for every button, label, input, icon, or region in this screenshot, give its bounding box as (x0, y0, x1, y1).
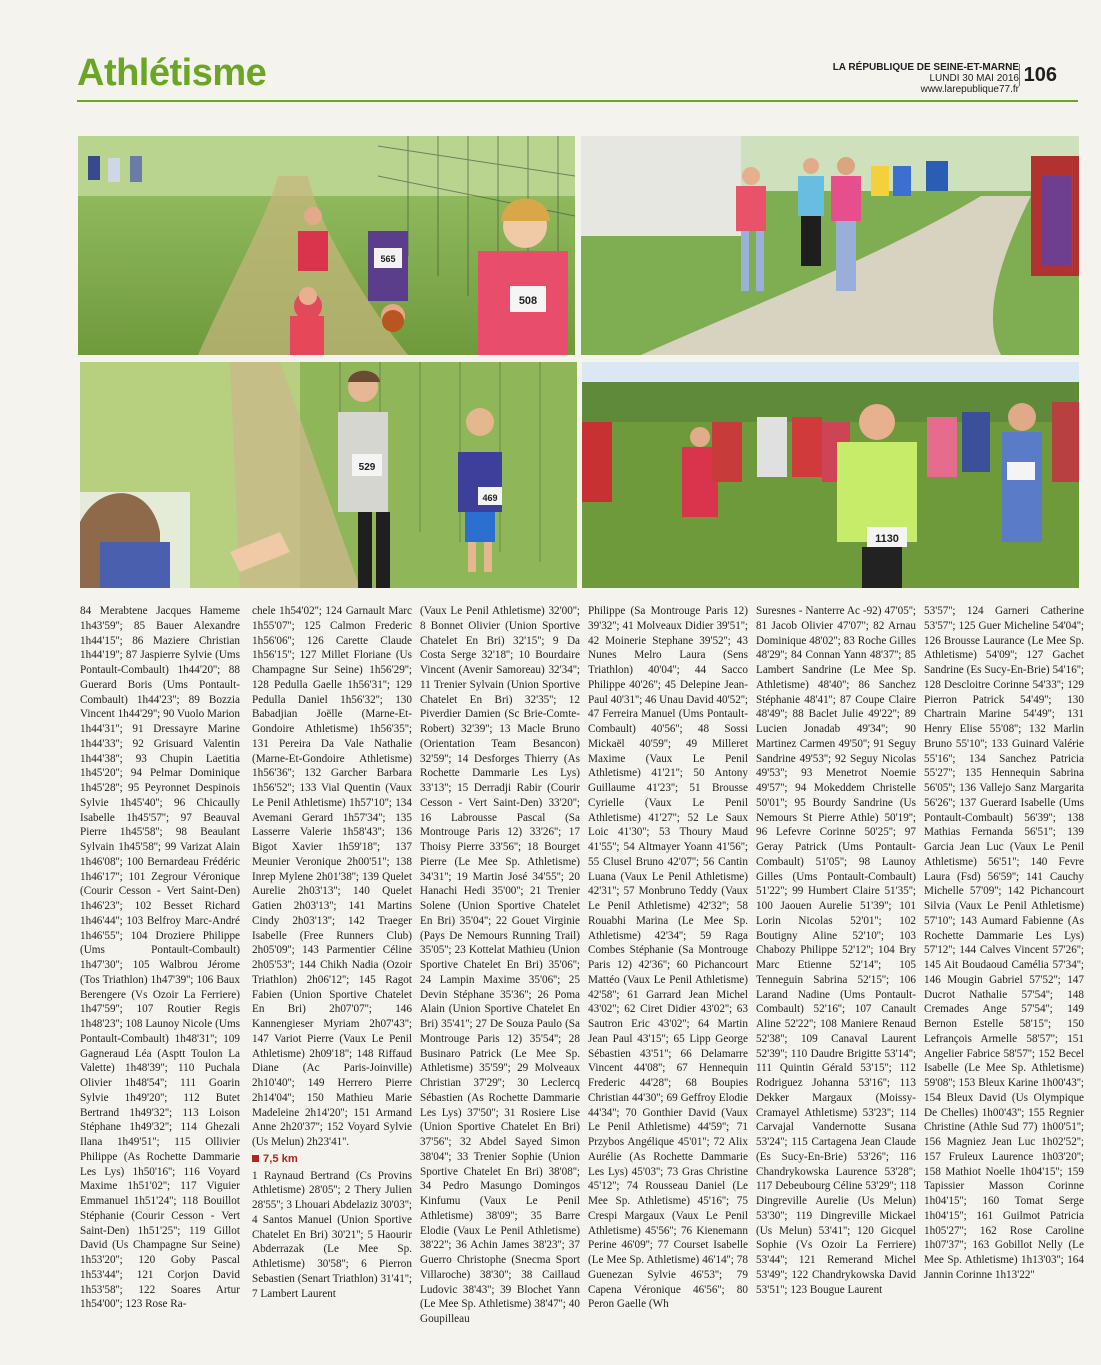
results-text: 1 Raynaud Bertrand (Cs Provins Athletisme) 28'05''; 2 Thery Julien 28'55''; 3 Lhouari Abdelaziz 30'03''; 4 Santos Manuel (Union Sportive Chatelet En Bri) 30'21''; 5 Haourir Abderrazak (Le Mee Sp. Athletisme) 30'58''; 6 Pierron Sebastien (Senart Triathlon) 31'41''; 7 Lambert Laurent (252, 1169, 412, 1300)
section-title: Athlétisme (77, 52, 267, 94)
results-text: chele 1h54'02''; 124 Garnault Marc 1h55'07''; 125 Calmon Frederic 1h56'06''; 126 Carette Claude 1h56'15''; 127 Millet Floriane (Us Champagne Sur Seine) 1h56'29''; 128 Pedulla Gaelle 1h56'31''; 129 Pedulla Daniel 1h56'32''; 130 Babadjian Joëlle (Marne-Et-Gondoire Athletisme) 1h56'35''; 131 Pereira Da Vale Nathalie (Marne-Et-Gondoire Athletisme) 1h56'36''; 132 Garcher Barbara 1h56'52''; 133 Vial Quentin (Vaux Le Penil Athletisme) 1h57'10''; 134 Avemani Gerard 1h57'34''; 135 Lasserre Valerie 1h58'43''; 136 Bigot Xavier 1h59'18''; 137 Meunier Veronique 2h00'51''; 138 Inrep Mylene 2h01'38''; 139 Quelet Aurelie 2h03'13''; 140 Quelet Gatien 2h03'13''; 141 Martins Cindy 2h03'13''; 142 Traeger Isabelle (Free Runners Club) 2h05'09''; 143 Parmentier Céline 2h05'53''; 144 Chikh Nadia (Ozoir Triathlon) 2h06'12''; 145 Ragot Fabien (Union Sportive Chatelet En Bri) 2h07'07''; 146 Kannengieser Myriam 2h07'43''; 147 Variot Pierre (Vaux Le Penil Athletisme) 2h09'18''; 148 Riffaud Diane (Ac Paris-Joinville) 2h10'40''; 149 Herrero Pierre 2h14'04''; 150 Mathieu Marie Madeleine 2h14'20''; 151 Armand Anne 2h20'37''; 152 Voyard Sylvie (Us Melun) 2h23'41''. (252, 605, 412, 1148)
photo-crowd-of-runners (582, 362, 1079, 588)
results-column-2 (252, 604, 412, 1344)
page-header (77, 50, 1057, 100)
photo-woman-and-child-runners (80, 362, 577, 588)
website-link[interactable]: www.larepublique77.fr (920, 84, 1019, 95)
results-column-1: 84 Merabtene Jacques Hameme 1h43'59''; 85 Bauer Alexandre 1h44'15''; 86 Maziere Christian 1h44'19''; 87 Jaspierre Sylvie (Ums Pontault-Combault) 1h44'20''; 88 Guerard Boris (Ums Pontault-Combault) 1h44'23''; 89 Bozzia Vincent 1h44'29''; 90 Vuolo Marion 1h44'31''; 91 Dressayre Marine 1h44'33''; 92 Grisuard Valentin 1h44'38''; 93 Chupin Laetitia 1h45'20''; 94 Pelmar Dominique 1h45'28''; 95 Peyronnet Despinois Sylvie 1h45'40''; 96 Chicaully Isabelle 1h45'57''; 97 Beauval Pierre 1h45'58''; 98 Beaulant Sylvain 1h45'58''; 99 Varizat Alain 1h46'08''; 100 Bernardeau Frédéric 1h46'17''; 101 Zegrour Véronique (Courir Cesson - Vert Saint-Den) 1h46'23''; 102 Besset Richard 1h46'44''; 103 Belfroy Marc-André 1h46'55''; 104 Droziere Philippe (Ums Pontault-Combault) 1h47'30''; 105 Walbrou Jérome (Tos Triathlon) 1h47'39''; 106 Baux Berengere (Vs Ozoir La Ferriere) 1h47'59''; 107 Routier Regis 1h48'23''; 108 Launoy Nicole (Ums Pontault-Combault) 1h48'31''; 109 Gagneraud Léa (Asptt Toulon La Valette) 1h48'39''; 110 Puchala Olivier 1h48'54''; 111 Goarin Sylvie 1h49'20''; 112 Butet Bertrand 1h49'32''; 113 Loison Stéphane 1h49'32''; 114 Ghezali Ilana 1h49'51''; 115 Ollivier Philippe (As Rochette Dammarie Les Lys) 1h50'16''; 116 Voyard Maxime 1h51'02''; 117 Viguier Emmanuel 1h51'24''; 118 Bouillot Stéphanie (Courir Cesson - Vert Saint-Den) 1h51'25''; 119 Gillot David (Us Champagne Sur Seine) 1h53'20''; 120 Goby Pascal 1h53'44''; 121 Corjon David 1h53'58''; 122 Soares Artur 1h54'00''; 123 Rose Ra- (80, 605, 240, 1311)
results-column-3: (Vaux Le Penil Athletisme) 32'00''; 8 Bonnet Olivier (Union Sportive Chatelet En Bri) 32'15''; 9 Da Costa Serge 32'18''; 10 Bourdaire Vincent (Avenir Samoreau) 32'34''; 11 Trenier Sylvain (Union Sportive Chatelet En Bri) 32'35''; 12 Piverdier Damien (Sc Brie-Comte-Robert) 32'39''; 13 Macle Bruno (Orientation Team Besancon) 32'59''; 14 Desforges Thierry (As Rochette Dammarie Les Lys) 33'13''; 15 Derradji Rabir (Courir Cesson - Vert Saint-Den) 33'20''; 16 Labrousse Pascal (Sa Montrouge Paris 12) 33'26''; 17 Thoisy Pierre 33'56''; 18 Bourget Pierre (Le Mee Sp. Athletisme) 34'31''; 19 Martin José 34'55''; 20 Hanachi Hedi 35'00''; 21 Trenier Solene (Union Sportive Chatelet En Bri) 35'04''; 22 Gouet Virginie (Pays De Nemours Running Trail) 35'05''; 23 Kottelat Mathieu (Union Sportive Chatelet En Bri) 35'06''; 24 Lampin Maxime 35'06''; 25 Devin Stéphane 35'36''; 26 Poma Alain (Union Sportive Chatelet En Bri) 35'41''; 27 De Souza Paulo (Sa Montrouge Paris 12) 35'54''; 28 Businaro Patrick (Le Mee Sp. Athletisme) 35'59''; 29 Molveaux Christian 37'29''; 30 Leclercq Sébastien (As Rochette Dammarie Les Lys) 37'50''; 31 Rosiere Lise (Union Sportive Chatelet En Bri) 37'56''; 32 Abdel Sayed Simon 38'04''; 33 Trenier Sophie (Union Sportive Chatelet En Bri) 38'08''; 34 Pedro Masungo Domingos Kinfumu (Vaux Le Penil Athletisme) 38'09''; 35 Barre Elodie (Vaux Le Penil Athletisme) 38'22''; 36 Achin James 38'23''; 37 Guerro Christophe (Snecma Sport Villaroche) 38'30''; 38 Caillaud Ludovic 38'43''; 39 Blochet Yann (Le Mee Sp. Athletisme) 38'47''; 40 Goupilleau (420, 605, 580, 1325)
results-column-6: 53'57''; 124 Garneri Catherine 53'57''; 125 Guer Micheline 54'04''; 126 Brousse Laurance (Le Mee Sp. Athletisme) 54'09''; 127 Gachet Sandrine (Es Sucy-En-Brie) 54'16''; 128 Descloitre Corinne 54'33''; 129 Pierron Patrick 54'49''; 130 Chartrain Marine 54'49''; 131 Henry Elise 55'08''; 132 Marlin Bruno 55'10''; 133 Guinard Valérie 55'16''; 134 Sanchez Patricia 55'27''; 135 Hennequin Sabrina 56'05''; 136 Vallejo Sanz Margarita 56'26''; 137 Guerard Isabelle (Ums Pontault-Combault) 56'39''; 138 Mathias Fernanda 56'51''; 139 Garcia Jean Luc (Vaux Le Penil Athletisme) 56'51''; 140 Fevre Laura (Fsd) 56'59''; 141 Cauchy Michelle 57'09''; 142 Pichancourt Silvia (Vaux Le Penil Athletisme) 57'10''; 143 Aumard Fabienne (As Rochette Dammarie Les Lys) 57'12''; 144 Calves Vincent 57'26''; 145 Ait Boudaoud Camélia 57'34''; 146 Mougin Gabriel 57'52''; 147 Ducrot Nathalie 57'54''; 148 Cremades Ange 57'54''; 149 Bernon Estelle 58'15''; 150 Lefrançois Armelle 58'57''; 151 Angelier Fabrice 58'57''; 152 Becel Isabelle (Le Mee Sp. Athletisme) 59'08''; 153 Bleux Karine 1h00'43''; 154 Bleux David (Us Olympique De Chelles) 1h00'43''; 155 Regnier Christine (Athle Sud 77) 1h00'51''; 156 Magniez Jean Luc 1h02'52''; 157 Fruleux Laurence 1h03'20''; 158 Mathiot Noelle 1h04'15''; 159 Tapissier Masson Corinne 1h04'15''; 160 Tomat Serge 1h04'15''; 161 Guilmot Patricia 1h05'27''; 162 Rose Caroline 1h07'37''; 163 Gobillot Nelly (Le Mee Sp. Athletisme) 1h13'03''; 164 Jannin Corinne 1h13'22'' (924, 605, 1084, 1281)
publication-name: LA RÉPUBLIQUE DE SEINE-ET-MARNE (832, 62, 1019, 73)
header-rule (77, 100, 1078, 102)
bib-number: 529 (358, 462, 376, 473)
results-column-4: Philippe (Sa Montrouge Paris 12) 39'32''; 41 Molveaux Didier 39'51''; 42 Moinerie Stephane 39'52''; 43 Nunes Melro Laura (Sens Triathlon) 40'04''; 44 Sacco Philippe 40'26''; 45 Delepine Jean-Paul 40'31''; 46 Unau David 40'52''; 47 Ferreira Manuel (Ums Pontault-Combault) 40'56''; 48 Sossi Mickaël 40'59''; 49 Milleret Maxime (Vaux Le Penil Athletisme) 41'21''; 50 Antony Guillaume 41'23''; 51 Brousse Cyrielle (Vaux Le Penil Athletisme) 41'27''; 52 Le Saux Loic 41'30''; 53 Thoury Maud 41'55''; 54 Altmayer Yoann 41'56''; 55 Clusel Bruno 42'07''; 56 Cantin Luana (Vaux Le Penil Athletisme) 42'31''; 57 Monbruno Teddy (Vaux Le Penil Athletisme) 42'32''; 58 Rouabhi Marina (Le Mee Sp. Athletisme) 42'34''; 59 Raga Combes Stéphanie (Sa Montrouge Paris 12) 42'36''; 60 Pichancourt Mattéo (Vaux Le Penil Athletisme) 42'58''; 61 Garrard Jean Michel 43'02''; 62 Ciret Didier 43'02''; 63 Sautron Eric 43'02''; 64 Martin Jean Paul 43'15''; 65 Lipp George Sébastien 43'51''; 66 Delamarre Vincent 44'08''; 67 Hennequin Frederic 44'28''; 68 Boupies Christian 44'30''; 69 Geffroy Elodie 44'34''; 70 Gonthier David (Vaux Le Penil Athletisme) 44'59''; 71 Przybos Angélique 45'01''; 72 Alix Aurélie (As Rochette Dammarie Les Lys) 45'03''; 73 Gras Christine 45'12''; 74 Rousseau Daniel (Le Mee Sp. Athletisme) 45'16''; 75 Crespi Margaux (Vaux Le Penil Athletisme) 45'56''; 76 Kienemann Perine 46'09''; 77 Courset Isabelle (Le Mee Sp. Athletisme) 46'14''; 78 Guenezan Sylvie 46'53''; 79 Capena Véronique 46'56''; 80 Peron Gaelle (Wh (588, 605, 748, 1311)
photo-runners-gravel-path (581, 136, 1079, 355)
results-column-5: Suresnes - Nanterre Ac -92) 47'05''; 81 Jacob Olivier 47'07''; 82 Arnau Dominique 48'02''; 83 Roche Gilles 48'29''; 84 Connan Yann 48'37''; 85 Lambert Sandrine (Le Mee Sp. Athletisme) 48'40''; 86 Sanchez Stéphanie 48'41''; 87 Coupe Claire 48'49''; 88 Baclet Julie 49'22''; 89 Lucien Jonadab 49'34''; 90 Martinez Carmen 49'50''; 91 Seguy Sandrine 49'53''; 92 Seguy Nicolas 49'53''; 93 Menetrot Noemie 49'57''; 94 Mokeddem Christelle 50'01''; 95 Bourdy Sandrine (Us Nemours St Pierre Athle) 50'19''; 96 Lefevre Corinne 50'25''; 97 Geray Patrick (Ums Pontault-Combault) 51'05''; 98 Launoy Gilles (Ums Pontault-Combault) 51'22''; 99 Humbert Claire 51'35''; 100 Jaouen Aurelie 51'39''; 101 Lorin Nicolas 52'01''; 102 Boutigny Aline 52'10''; 103 Chabozy Philippe 52'12''; 104 Bry Marc Etienne 52'14''; 105 Tenneguin Sabrina 52'15''; 106 Larand Nadine (Ums Pontault-Combault) 52'16''; 107 Canault Aline 52'22''; 108 Maniere Renaud 52'38''; 109 Canaval Laurent 52'39''; 110 Daudre Brigitte 53'14''; 111 Quintin Gérald 53'15''; 112 Rodriguez Johanna 53'16''; 113 Dekker Margaux (Moissy-Cramayel Athletisme) 53'23''; 114 Carvajal Vandernotte Susana 53'24''; 115 Cartagena Jean Claude (Es Sucy-En-Brie) 53'26''; 116 Chandrykowska Laurence 53'28''; 117 Debeubourg Céline 53'29''; 118 Dingreville Aurelie (Us Melun) 53'30''; 119 Dingreville Mickael (Us Melun) 53'41''; 120 Gicquel Sophie (Vs Ozoir La Ferriere) 53'44''; 121 Remerand Michel 53'49''; 122 Chandrykowska David 53'51''; 123 Bougue Laurent (756, 605, 916, 1296)
publication-date: LUNDI 30 MAI 2016 (929, 73, 1019, 84)
race-section-heading: 7,5 km (252, 1152, 412, 1167)
bib-number: 1130 (875, 533, 899, 545)
bib-number: 469 (482, 493, 498, 503)
photo-runners-grass-path (78, 136, 575, 355)
bib-number: 565 (380, 254, 396, 264)
page-number: 106 (1019, 64, 1057, 86)
publication-info (833, 62, 1019, 95)
results-columns (80, 604, 1082, 1344)
bib-number: 508 (518, 295, 538, 307)
